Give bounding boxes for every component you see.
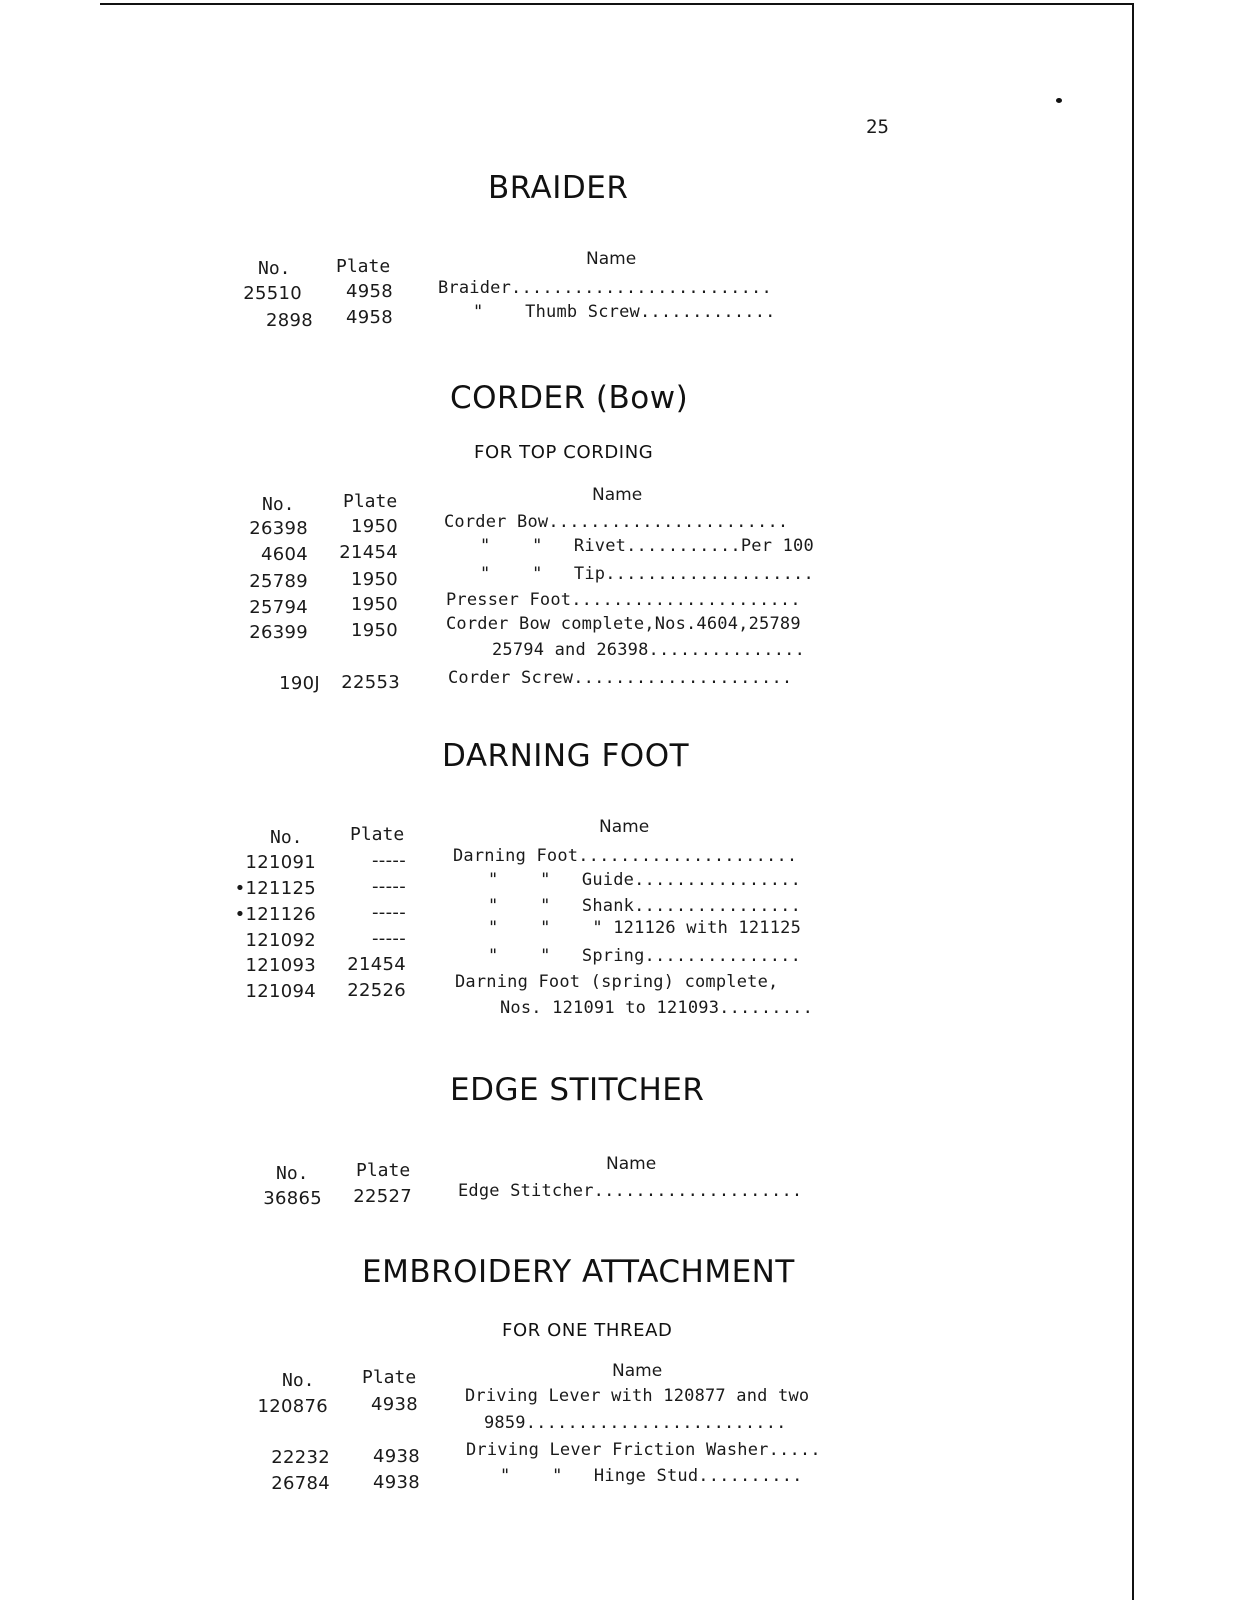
column-header-no: No. (262, 494, 295, 515)
column-header-no: No. (282, 1370, 315, 1391)
part-name-continued: Nos. 121091 to 121093......... (500, 998, 814, 1018)
plate-number: ----- (372, 876, 406, 897)
part-name: Presser Foot...................... (446, 590, 801, 610)
section-subtitle: FOR ONE THREAD (502, 1320, 673, 1341)
plate-number: 22527 (353, 1186, 412, 1207)
part-name: Corder Screw..................... (448, 668, 793, 688)
column-header-name: Name (592, 485, 643, 505)
part-number: 26399 (249, 622, 308, 643)
part-number: 120876 (257, 1396, 328, 1417)
top-border-line (100, 3, 1132, 5)
plate-number: 4938 (372, 1472, 420, 1493)
column-header-no: No. (276, 1163, 309, 1184)
section-title: CORDER (Bow) (450, 380, 689, 416)
plate-number: 4938 (370, 1394, 418, 1415)
part-name: " " Guide................ (488, 870, 802, 890)
part-name: Darning Foot..................... (453, 846, 798, 866)
plate-number: 21454 (347, 954, 406, 975)
column-header-plate: Plate (336, 256, 391, 277)
part-name: " " " 121126 with 121125 (488, 918, 802, 938)
column-header-name: Name (606, 1154, 657, 1174)
part-name: Darning Foot (spring) complete, (455, 972, 779, 992)
part-number: 121091 (245, 852, 316, 873)
ink-speck (1056, 98, 1062, 103)
part-name: Corder Bow....................... (444, 512, 789, 532)
part-number: 121094 (245, 981, 316, 1002)
plate-number: 21454 (339, 542, 398, 563)
column-header-plate: Plate (343, 491, 398, 512)
plate-number: 1950 (350, 516, 398, 537)
part-name: Driving Lever Friction Washer..... (466, 1440, 821, 1460)
part-name: " " Rivet...........Per 100 (480, 536, 814, 556)
plate-number: 4958 (345, 281, 393, 302)
part-number: 121092 (245, 930, 316, 951)
part-number: 22232 (271, 1447, 330, 1468)
plate-number: 1950 (350, 569, 398, 590)
column-header-no: No. (258, 258, 291, 279)
part-name-continued: 9859......................... (484, 1413, 787, 1433)
column-header-name: Name (586, 249, 637, 269)
page-number: 25 (866, 116, 889, 138)
part-name: Braider......................... (438, 278, 772, 298)
right-border-line (1132, 3, 1134, 1600)
plate-number: 1950 (350, 620, 398, 641)
section-title: DARNING FOOT (442, 738, 690, 774)
part-number: 36865 (263, 1188, 322, 1209)
column-header-name: Name (612, 1361, 663, 1381)
part-name: Driving Lever with 120877 and two (465, 1386, 810, 1406)
section-subtitle: FOR TOP CORDING (474, 442, 654, 463)
part-number: 190J (279, 673, 320, 694)
plate-number: 22526 (347, 980, 406, 1001)
part-name: " " Hinge Stud.......... (500, 1466, 803, 1486)
part-name-continued: 25794 and 26398............... (492, 640, 806, 660)
plate-number: ----- (372, 928, 406, 949)
part-name: " Thumb Screw............. (473, 302, 776, 322)
part-name: " " Shank................ (488, 896, 802, 916)
column-header-plate: Plate (362, 1367, 417, 1388)
plate-number: 22553 (341, 672, 400, 693)
section-title: EDGE STITCHER (450, 1072, 705, 1108)
part-number: 26398 (249, 518, 308, 539)
part-name: Corder Bow complete,Nos.4604,25789 (446, 614, 801, 634)
part-number: 2898 (265, 310, 313, 331)
column-header-plate: Plate (350, 824, 405, 845)
column-header-plate: Plate (356, 1160, 411, 1181)
plate-number: ----- (372, 902, 406, 923)
part-number: 25794 (249, 597, 308, 618)
plate-number: 4938 (372, 1446, 420, 1467)
part-number: 4604 (260, 544, 308, 565)
section-title: BRAIDER (488, 170, 629, 206)
part-number: •121125 (234, 878, 316, 899)
section-title: EMBROIDERY ATTACHMENT (362, 1254, 795, 1290)
part-name: " " Tip.................... (480, 564, 814, 584)
plate-number: 4958 (345, 307, 393, 328)
part-number: 25510 (243, 283, 302, 304)
part-number: 26784 (271, 1473, 330, 1494)
part-number: •121126 (234, 904, 316, 925)
column-header-no: No. (270, 827, 303, 848)
plate-number: 1950 (350, 594, 398, 615)
part-number: 25789 (249, 571, 308, 592)
part-name: " " Spring............... (488, 946, 802, 966)
plate-number: ----- (372, 850, 406, 871)
column-header-name: Name (599, 817, 650, 837)
part-number: 121093 (245, 955, 316, 976)
part-name: Edge Stitcher.................... (458, 1181, 803, 1201)
